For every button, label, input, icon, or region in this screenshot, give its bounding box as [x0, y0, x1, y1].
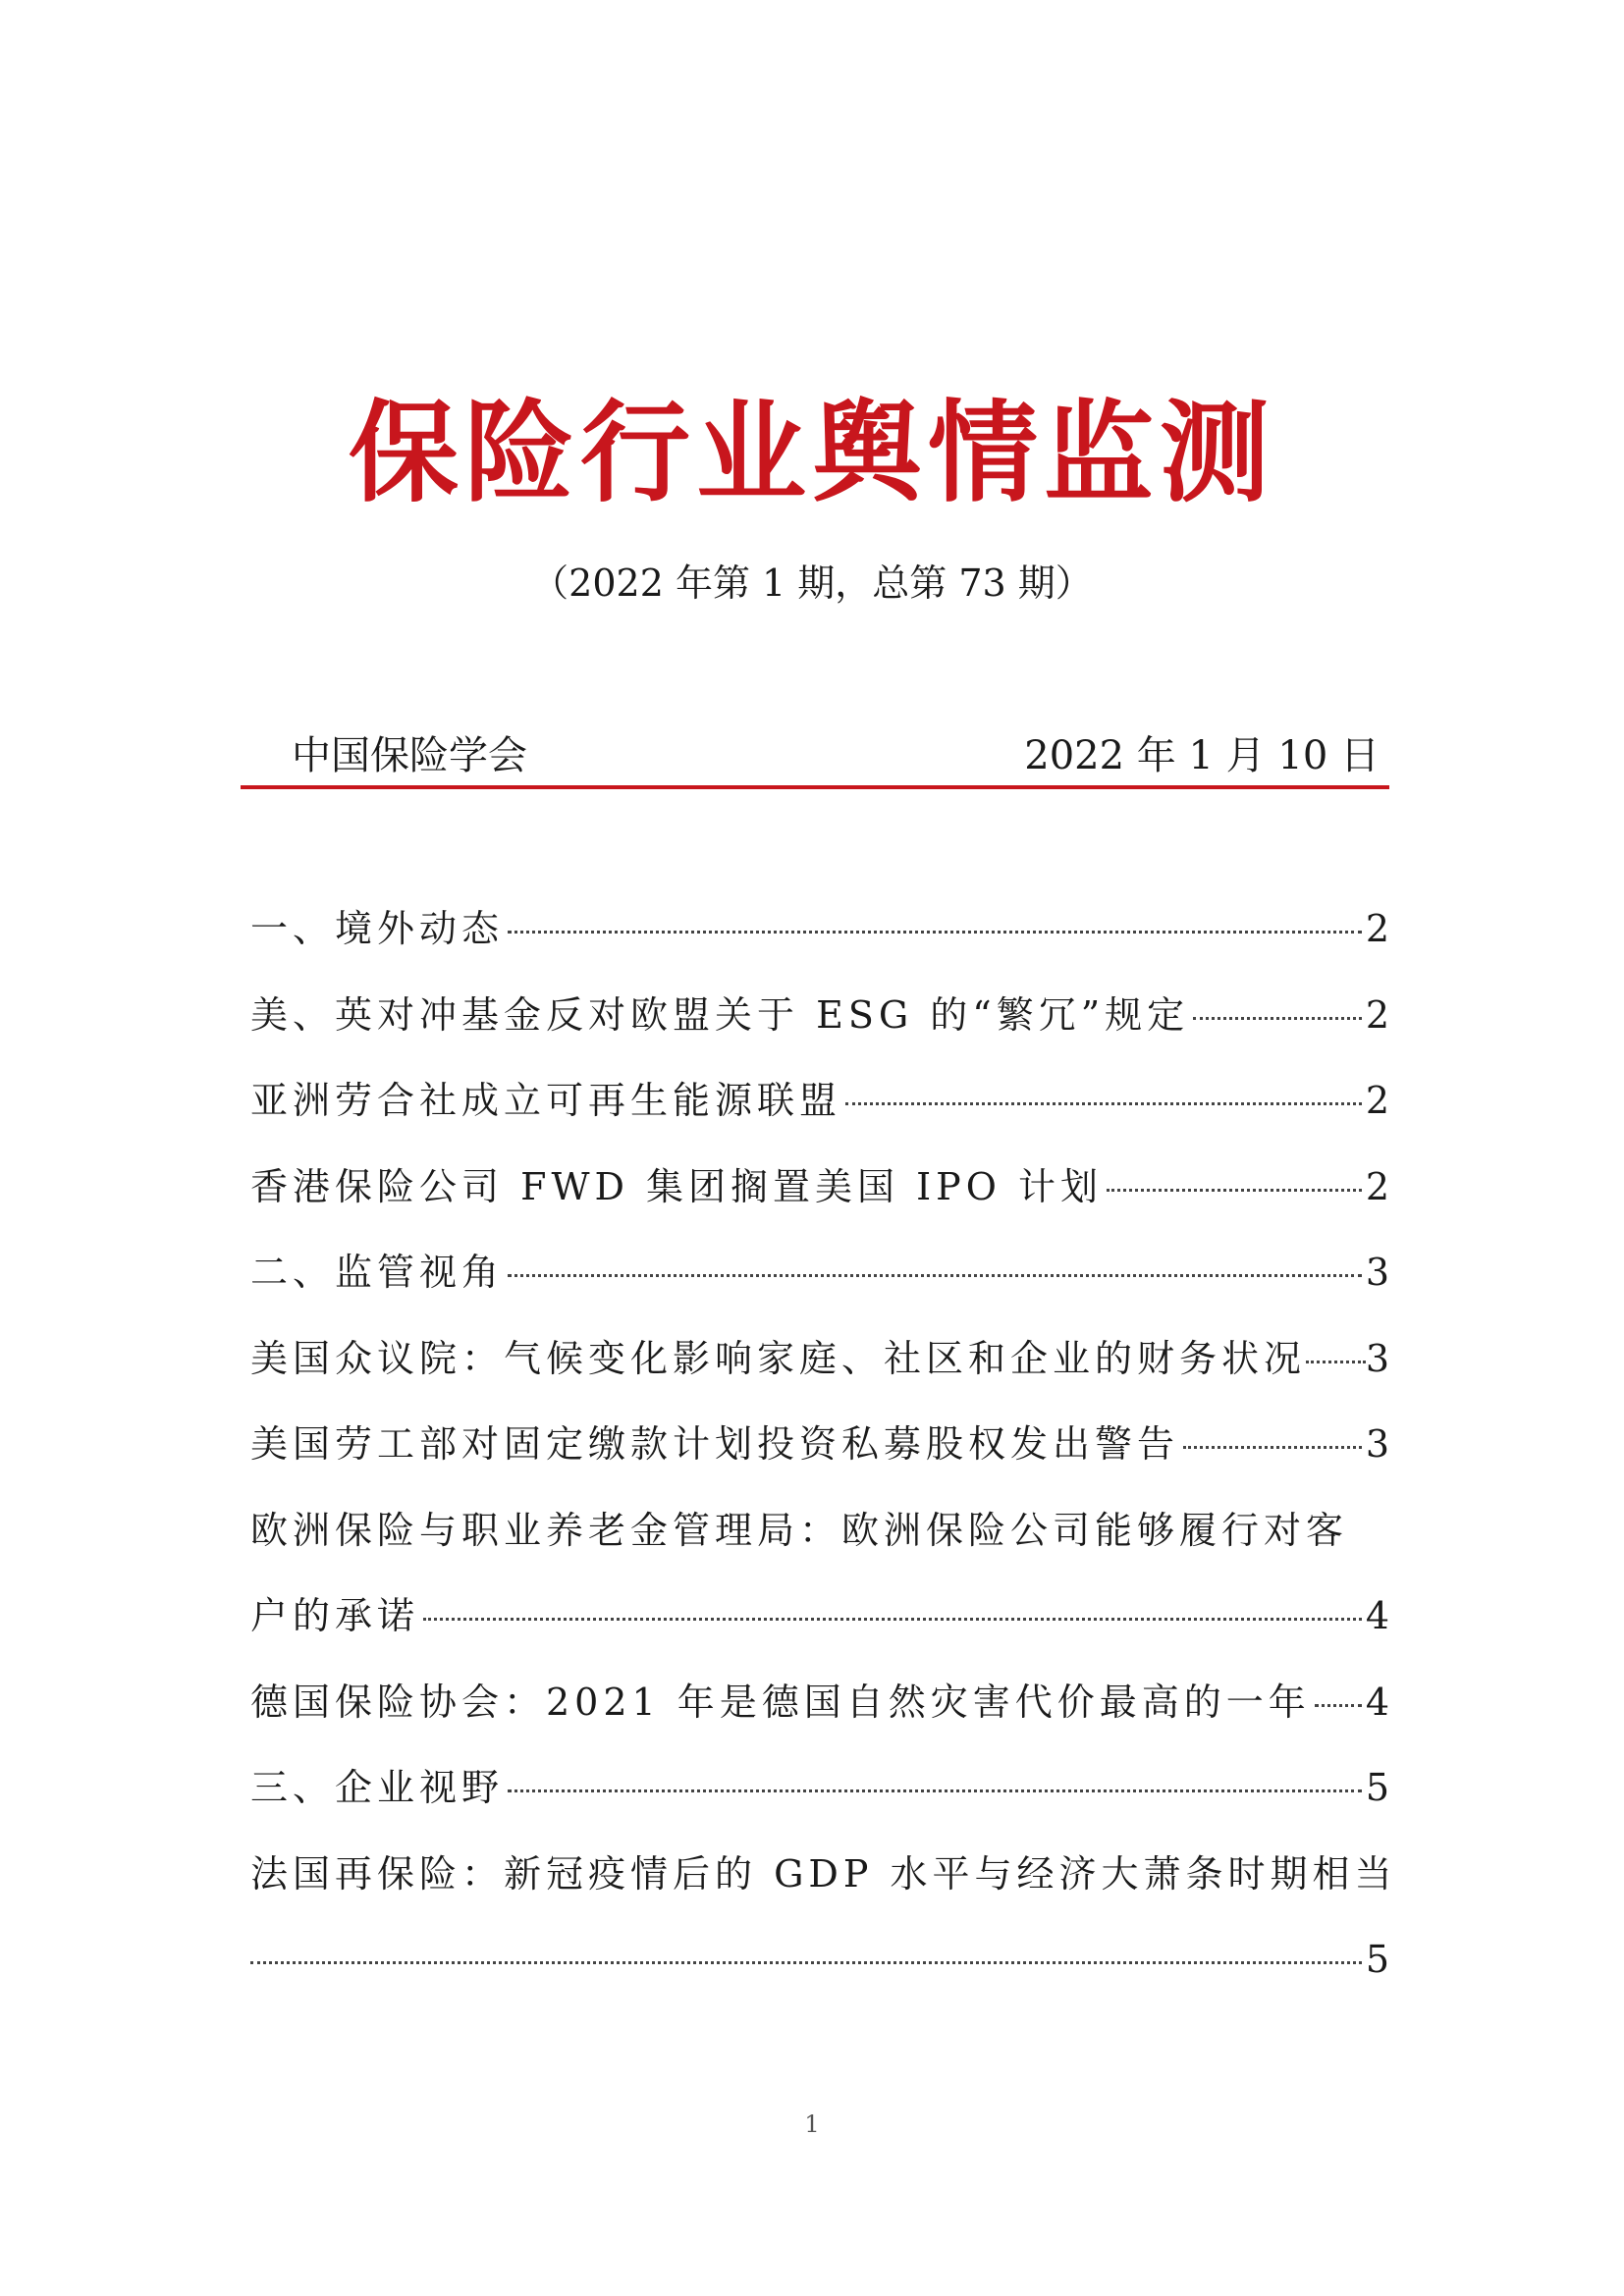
- dot-leader: [508, 931, 1362, 934]
- toc-entry-page: 2: [1365, 1079, 1389, 1122]
- toc-entry-title: 德国保险协会：2021 年是德国自然灾害代价最高的一年: [250, 1680, 1311, 1724]
- dot-leader: [845, 1102, 1362, 1105]
- publication-header: [241, 726, 1380, 785]
- toc-entry-section-enterprise[interactable]: [250, 1758, 1389, 1844]
- toc-entry-title: 三、企业视野: [250, 1766, 505, 1809]
- toc-entry-page: 4: [1365, 1680, 1389, 1724]
- toc-entry[interactable]: [250, 1415, 1389, 1501]
- toc-entry-page: 4: [1365, 1594, 1389, 1637]
- toc-entry-page: 2: [1365, 907, 1389, 950]
- toc-entry-page: 3: [1365, 1422, 1389, 1466]
- table-of-contents: [250, 899, 1397, 2016]
- toc-entry-line2[interactable]: [250, 1586, 1389, 1673]
- dot-leader: [508, 1274, 1362, 1277]
- dot-leader: [423, 1618, 1362, 1621]
- toc-entry-title: 法国再保险：新冠疫情后的 GDP 水平与经济大萧条时期相当: [250, 1851, 1397, 1896]
- toc-entry[interactable]: [250, 1071, 1389, 1157]
- organization-name: 中国保险学会: [292, 733, 527, 778]
- dot-leader: [250, 1961, 1362, 1964]
- toc-entry-title: 美、英对冲基金反对欧盟关于 ESG 的“繁冗”规定: [250, 992, 1190, 1037]
- toc-entry-title: 欧洲保险与职业养老金管理局：欧洲保险公司能够履行对客: [250, 1508, 1349, 1552]
- dot-leader: [1315, 1704, 1362, 1707]
- dot-leader: [1183, 1446, 1362, 1449]
- toc-entry-title: 户的承诺: [250, 1594, 420, 1637]
- publication-date: 2022 年 1 月 10 日: [1024, 733, 1380, 778]
- dot-leader: [508, 1789, 1362, 1792]
- dot-leader: [1193, 1017, 1362, 1020]
- toc-entry-page: 3: [1365, 1251, 1389, 1294]
- toc-entry-page: 3: [1365, 1336, 1389, 1380]
- toc-entry-section-regulatory[interactable]: [250, 1243, 1389, 1329]
- toc-entry-page: 2: [1365, 992, 1389, 1037]
- issue-number: （2022 年第 1 期，总第 73 期）: [531, 561, 1093, 605]
- toc-entry-section-overseas[interactable]: [250, 899, 1389, 986]
- header-divider: [241, 785, 1389, 789]
- toc-entry-line1[interactable]: [250, 1844, 1397, 1931]
- toc-entry-title: 亚洲劳合社成立可再生能源联盟: [250, 1079, 842, 1122]
- dot-leader: [1306, 1361, 1366, 1363]
- toc-entry-title: 香港保险公司 FWD 集团搁置美国 IPO 计划: [250, 1164, 1103, 1208]
- toc-entry-page: 5: [1365, 1938, 1389, 1981]
- toc-entry[interactable]: [250, 1329, 1389, 1415]
- dot-leader: [1107, 1189, 1362, 1192]
- toc-entry[interactable]: [250, 986, 1389, 1072]
- document-title: 保险行业舆情监测: [349, 390, 1275, 517]
- toc-entry-title: 二、监管视角: [250, 1251, 505, 1294]
- toc-entry-line2[interactable]: [250, 1930, 1389, 2016]
- toc-entry-page: 2: [1365, 1164, 1389, 1208]
- page-number: 1: [804, 2110, 820, 2138]
- toc-entry[interactable]: [250, 1673, 1389, 1759]
- toc-entry-line1[interactable]: [250, 1501, 1389, 1587]
- toc-entry-title: 一、境外动态: [250, 907, 505, 950]
- toc-entry-title: 美国劳工部对固定缴款计划投资私募股权发出警告: [250, 1422, 1180, 1466]
- toc-entry[interactable]: [250, 1157, 1389, 1244]
- toc-entry-title: 美国众议院：气候变化影响家庭、社区和企业的财务状况: [250, 1336, 1307, 1380]
- toc-entry-page: 5: [1365, 1766, 1389, 1809]
